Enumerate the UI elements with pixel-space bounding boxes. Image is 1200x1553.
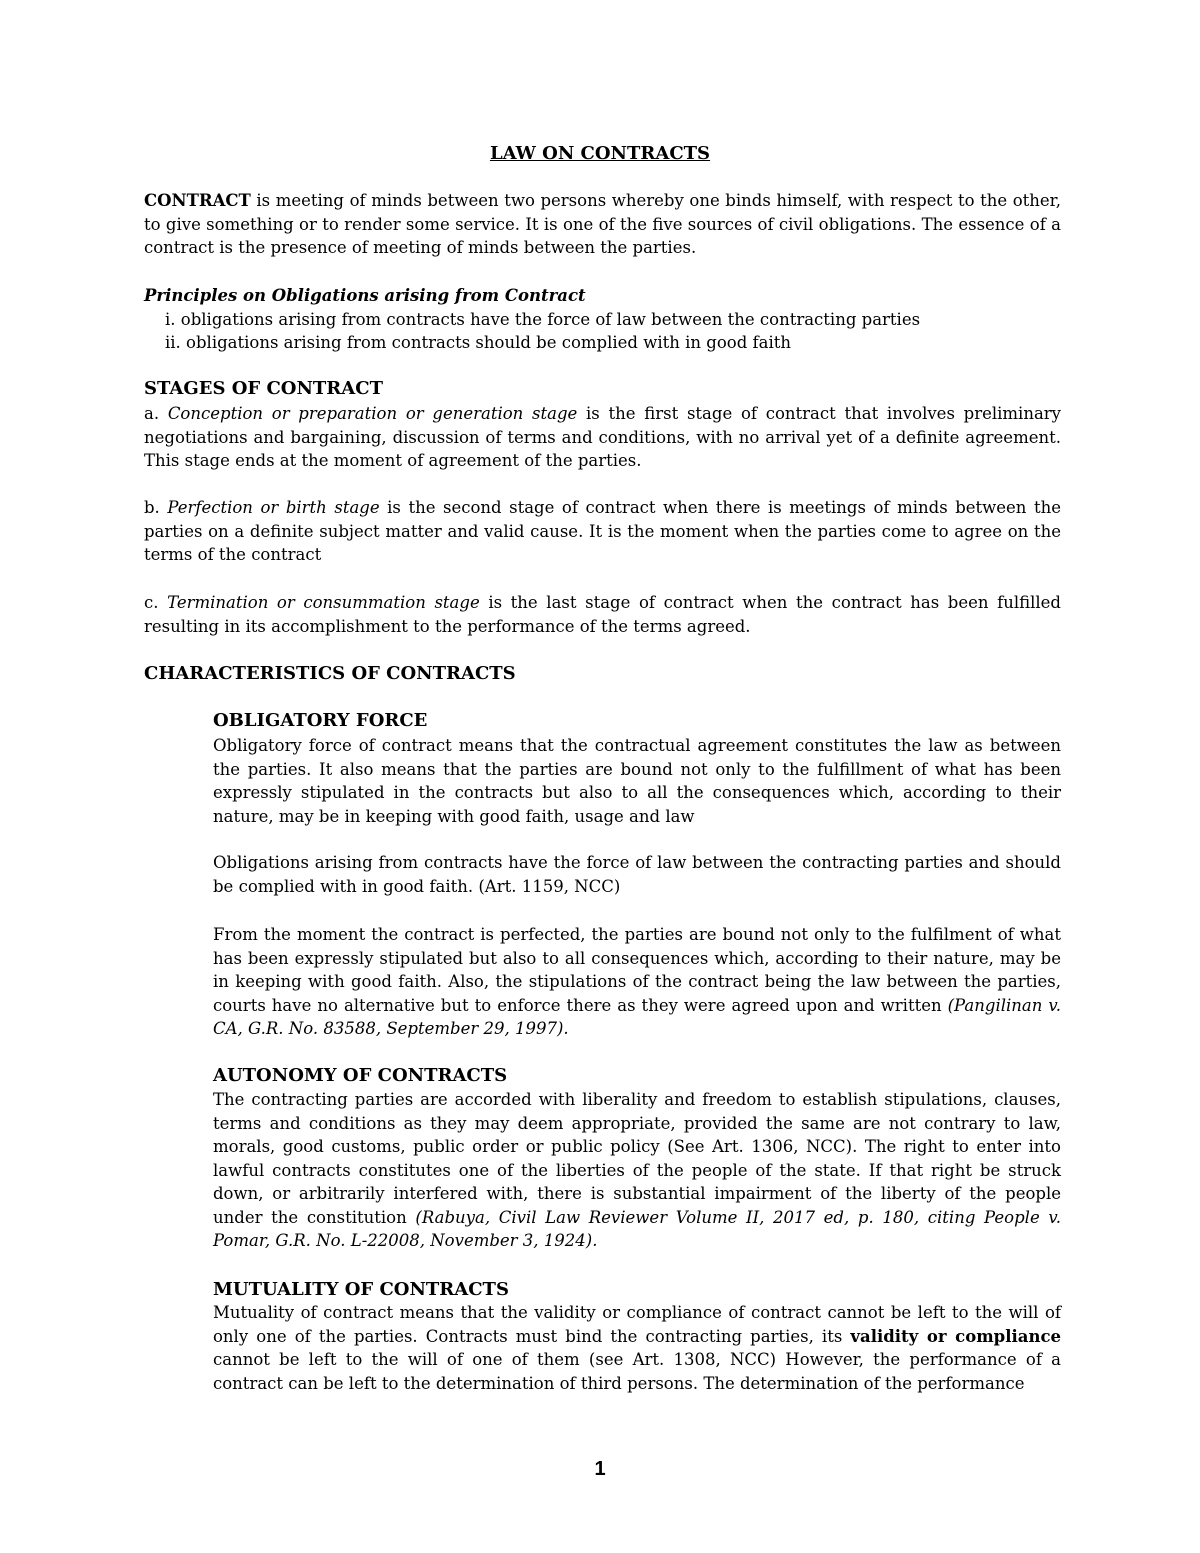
mutuality-heading: MUTUALITY OF CONTRACTS <box>213 1279 509 1300</box>
obligatory-force-heading: OBLIGATORY FORCE <box>213 710 428 731</box>
principle-item-2: ii. obligations arising from contracts should be complied with in good faith <box>165 333 792 352</box>
obligatory-force-paragraph-3: From the moment the contract is perfected, the parties are bound not only to the fulfilment of what has been expressly stipulated but also to all consequences which, according to their nature, may be in keeping with good faith. Also, the stipulations of the contract being the law between the parties, courts have no alternative but to enforce there as they were agreed upon and written (Pangilinan v. CA, G.R. No. 83588, September 29, 1997). <box>213 925 1061 1038</box>
contract-term: CONTRACT <box>144 191 251 210</box>
autonomy-heading: AUTONOMY OF CONTRACTS <box>213 1065 508 1086</box>
page-number: 1 <box>594 1458 606 1480</box>
stage-c: c. Termination or consummation stage is the last stage of contract when the contract has been fulfilled resulting in its accomplishment to the performance of the terms agreed. <box>144 593 1061 636</box>
autonomy-paragraph: The contracting parties are accorded with liberality and freedom to establish stipulations, clauses, terms and conditions as they may deem appropriate, provided the same are not contrary to law, morals, good customs, public order or public policy (See Art. 1306, NCC). The right to enter into lawful contracts constitutes one of the liberties of the people of the state. If that right be struck down, or arbitrarily interfered with, there is substantial impairment of the liberty of the people under the constitution (Rabuya, Civil Law Reviewer Volume II, 2017 ed, p. 180, citing People v. Pomar, G.R. No. L-22008, November 3, 1924). <box>213 1090 1061 1250</box>
validity-compliance-emphasis: validity or compliance <box>850 1326 1061 1346</box>
mutuality-paragraph: Mutuality of contract means that the validity or compliance of contract cannot be left to the will of only one of the parties. Contracts must bind the contracting parties, its validity or compliance cannot be left to the will of one of them (see Art. 1308, NCC) However, the performance of a contract can be left to the determination of third persons. The determination of the performance <box>213 1303 1061 1393</box>
principles-title: Principles on Obligations arising from Contract <box>144 286 586 305</box>
stage-a: a. Conception or preparation or generation stage is the first stage of contract that involves preliminary negotiations and bargaining, discussion of terms and conditions, with no arrival yet of a definite agreement. This stage ends at the moment of agreement of the parties. <box>144 404 1062 470</box>
obligatory-force-paragraph-2: Obligations arising from contracts have the force of law between the contracting parties and should be complied with in good faith. (Art. 1159, NCC) <box>213 853 1061 896</box>
obligatory-force-paragraph-1: Obligatory force of contract means that the contractual agreement constitutes the law as between the parties. It also means that the parties are bound not only to the fulfillment of what has been expressly stipulated in the contracts but also to all the consequences which, according to their nature, may be in keeping with good faith, usage and law <box>213 736 1061 826</box>
characteristics-heading: CHARACTERISTICS OF CONTRACTS <box>144 663 516 684</box>
stage-c-term: Termination or consummation stage <box>167 593 480 612</box>
contract-definition-text: is meeting of minds between two persons whereby one binds himself, with respect to the other, to give something or to render some service. It is one of the five sources of civil obligations. The essence of a contract is the presence of meeting of minds between the parties. <box>144 191 1061 257</box>
document-title: LAW ON CONTRACTS <box>489 143 711 164</box>
rabuya-citation: (Rabuya, Civil Law Reviewer Volume II, 2017 ed, p. 180, citing People v. Pomar, G.R. No. L-22008, November 3, 1924). <box>213 1207 1061 1250</box>
stage-b: b. Perfection or birth stage is the second stage of contract when there is meetings of minds between the parties on a definite subject matter and valid cause. It is the moment when the parties come to agree on the terms of the contract <box>144 498 1061 564</box>
principle-item-1: i. obligations arising from contracts have the force of law between the contracting parties <box>165 310 921 329</box>
stage-b-term: Perfection or birth stage <box>167 498 380 517</box>
stages-heading: STAGES OF CONTRACT <box>144 378 383 399</box>
pangilinan-citation: (Pangilinan v. CA, G.R. No. 83588, September 29, 1997). <box>213 995 1061 1038</box>
contract-definition <box>144 189 1061 260</box>
stage-a-term: Conception or preparation or generation stage <box>167 404 578 423</box>
